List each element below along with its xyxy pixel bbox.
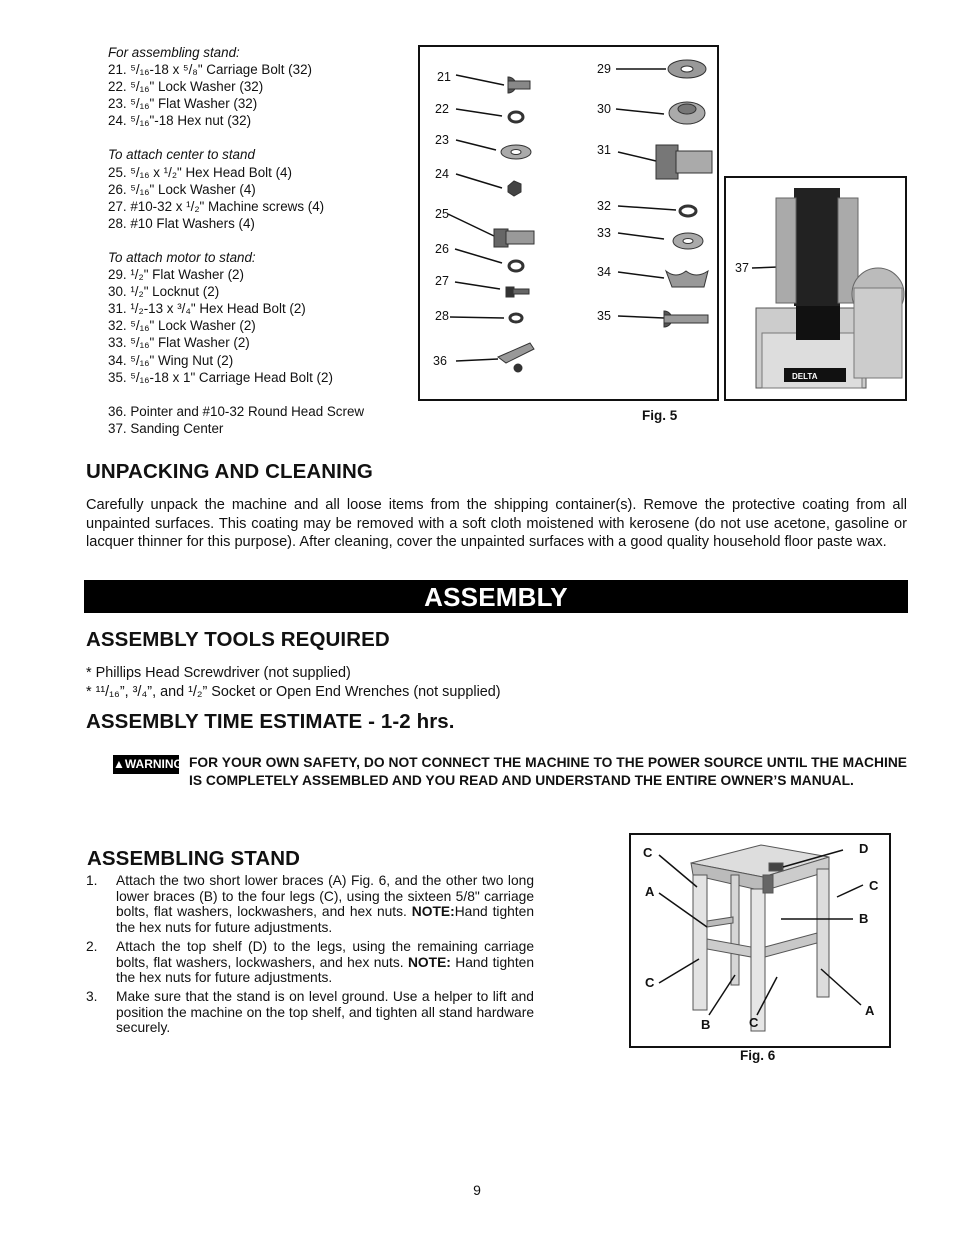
assembly-steps: [86, 873, 534, 1039]
fig5-label: 35: [597, 309, 611, 323]
fig5-hardware-diagram: [418, 45, 719, 401]
tool-item: * Phillips Head Screwdriver (not supplied): [86, 665, 351, 681]
time-estimate-heading: ASSEMBLY TIME ESTIMATE - 1-2 hrs.: [86, 710, 455, 733]
part-item: 35. ⁵/₁₆-18 x 1" Carriage Head Bolt (2): [108, 369, 333, 385]
step-note-label: NOTE:: [407, 954, 451, 970]
fig5-label: 26: [435, 242, 449, 256]
step-note: Hand tighten the hex nuts for future adjustments.: [116, 904, 534, 936]
part-item: 21. ⁵/₁₆-18 x ⁵/₈" Carriage Bolt (32): [108, 62, 312, 78]
part-item: 34. ⁵/₁₆" Wing Nut (2): [108, 352, 234, 368]
fig5-label: 21: [437, 70, 451, 84]
page-number: 9: [473, 1182, 481, 1198]
fig6-label: D: [859, 841, 869, 856]
step-note: Hand tighten the hex nuts for future adjustments.: [116, 954, 534, 986]
step-text: Make sure that the stand is on level ground. Use a helper to lift and position the machine on the top shelf, and tighten all stand hardware securely.: [116, 988, 534, 1036]
fig5-label: 30: [597, 102, 611, 116]
part-item: 29. ¹/₂" Flat Washer (2): [108, 267, 244, 283]
fig5-label: 28: [435, 309, 449, 323]
step-number: 2.: [86, 938, 98, 954]
step-item: [86, 873, 534, 936]
tool-item: * ¹¹/₁₆”, ³/₄”, and ¹/₂” Socket or Open End Wrenches (not supplied): [86, 683, 501, 700]
fig5-caption: Fig. 5: [642, 408, 678, 423]
fig6-label: C: [869, 878, 879, 893]
part-item: 30. ¹/₂" Locknut (2): [108, 284, 220, 300]
fig6-label: C: [749, 1015, 759, 1030]
part-item: 28. #10 Flat Washers (4): [108, 215, 255, 231]
fig6-stand-diagram: [629, 833, 891, 1048]
fig6-label: B: [859, 911, 869, 926]
assembling-stand-heading: ASSEMBLING STAND: [87, 847, 301, 870]
fig6-label: A: [645, 884, 655, 899]
part-item: 23. ⁵/₁₆" Flat Washer (32): [108, 96, 258, 112]
fig6-label: B: [701, 1017, 711, 1032]
step-number: 1.: [86, 873, 98, 888]
center-parts-heading: To attach center to stand: [108, 147, 255, 163]
step-number: 3.: [86, 988, 98, 1004]
motor-parts-heading: To attach motor to stand:: [108, 249, 256, 265]
fig5-label: 25: [435, 207, 449, 221]
fig5-label: 36: [433, 354, 447, 368]
part-item: 31. ¹/₂-13 x ³/₄" Hex Head Bolt (2): [108, 301, 306, 317]
warning-text: FOR YOUR OWN SAFETY, DO NOT CONNECT THE MACHINE TO THE POWER SOURCE UNTIL THE MACHINE IS COMPLETELY ASSEMBLED AND YOU READ AND UNDERSTAND THE ENTIRE OWNER’S MANUAL.: [189, 755, 907, 788]
fig6-label: C: [645, 975, 655, 990]
fig6-label: A: [865, 1003, 875, 1018]
unpacking-paragraph: Carefully unpack the machine and all loose items from the shipping container(s). Remove the protective coating from all unpainted surfaces. This coating may be removed with a soft cloth moistened with kerosene (do not use acetone, gasoline or lacquer thinner for this purpose). After cleaning, cover the unpainted surfaces with a good quality household floor paste wax.: [86, 497, 907, 551]
warning-badge: ▲WARNING: [113, 755, 179, 774]
step-text: Attach the top shelf (D) to the legs, using the remaining carriage bolts, flat washers, lockwashers, and hex nuts.: [116, 938, 534, 970]
step-note-label: NOTE:: [411, 904, 455, 920]
fig5-label: 24: [435, 167, 449, 181]
part-item: 33. ⁵/₁₆" Flat Washer (2): [108, 335, 250, 351]
part-item: 24. ⁵/₁₆"-18 Hex nut (32): [108, 113, 252, 129]
stand-parts-heading: For assembling stand:: [108, 45, 240, 60]
part-item: 36. Pointer and #10-32 Round Head Screw: [108, 403, 365, 419]
fig5-label: 31: [597, 143, 611, 157]
fig6-label: C: [643, 845, 653, 860]
delta-logo: DELTA: [792, 372, 818, 381]
fig5-label: 32: [597, 199, 611, 213]
part-item: 26. ⁵/₁₆" Lock Washer (4): [108, 181, 256, 197]
fig5-label: 34: [597, 265, 611, 279]
fig5-label: 33: [597, 226, 611, 240]
part-item: 32. ⁵/₁₆" Lock Washer (2): [108, 318, 256, 334]
tools-list: [86, 664, 501, 701]
sanding-center-photo: [724, 176, 907, 401]
warning-triangle-icon: ▲: [113, 757, 125, 771]
parts-list: [108, 44, 418, 437]
fig5-label: 23: [435, 133, 449, 147]
part-item: 27. #10-32 x ¹/₂" Machine screws (4): [108, 198, 325, 214]
fig5-label: 37: [735, 261, 749, 275]
part-item: 37. Sanding Center: [108, 420, 224, 436]
assembly-banner: ASSEMBLY: [84, 580, 908, 613]
part-item: 22. ⁵/₁₆" Lock Washer (32): [108, 79, 264, 95]
fig5-label: 29: [597, 62, 611, 76]
part-item: 25. ⁵/₁₆ x ¹/₂" Hex Head Bolt (4): [108, 164, 292, 180]
fig6-caption: Fig. 6: [740, 1048, 776, 1063]
fig5-label: 22: [435, 102, 449, 116]
step-text: Attach the two short lower braces (A) Fig. 6, and the other two long lower braces (B) to the four legs (C), using the sixteen 5/8" carriage bolts, flat washers, lockwashers, and hex nuts.: [116, 873, 534, 920]
unpacking-heading: UNPACKING AND CLEANING: [86, 460, 373, 483]
step-item: [86, 989, 534, 1036]
fig5-label: 27: [435, 274, 449, 288]
step-item: [86, 939, 534, 986]
tools-heading: ASSEMBLY TOOLS REQUIRED: [86, 628, 390, 651]
